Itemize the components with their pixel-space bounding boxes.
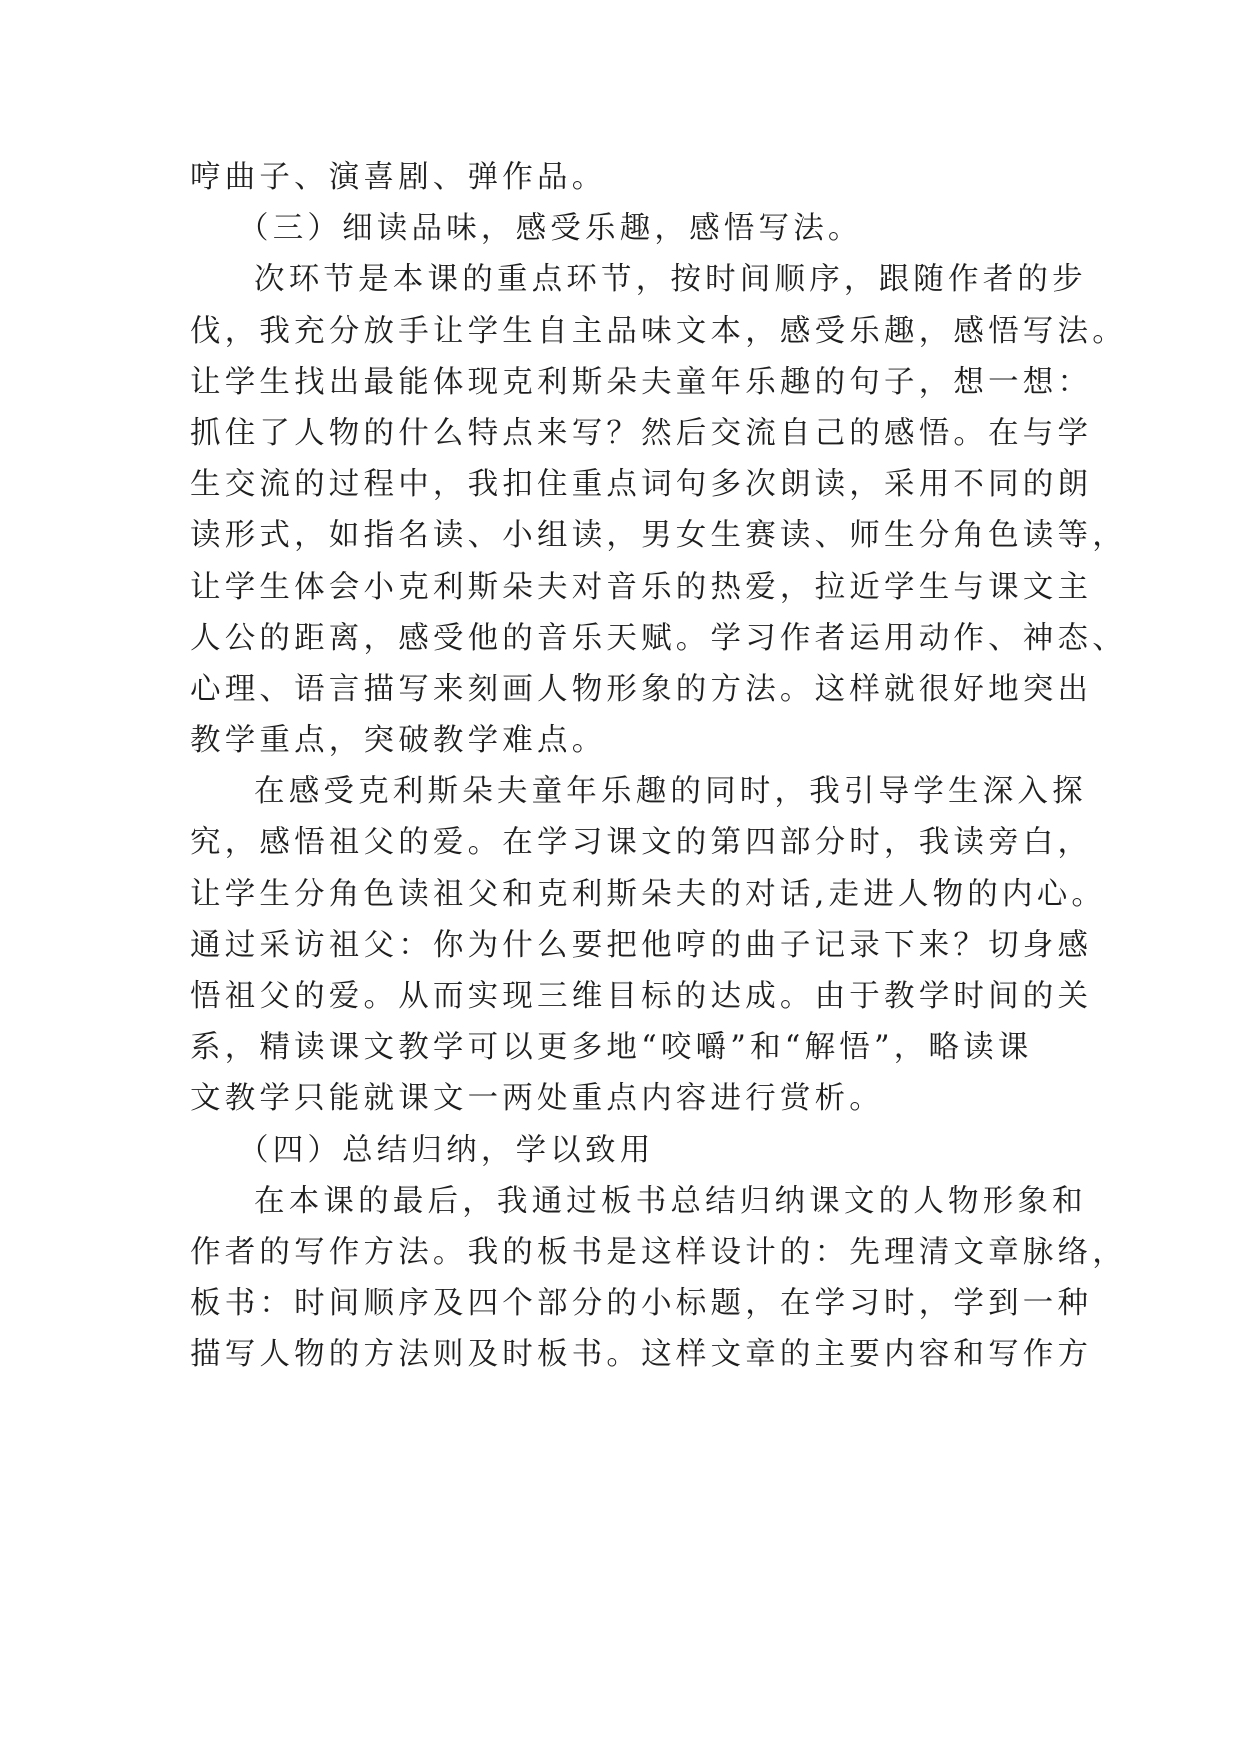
section-heading-3: （三）细读品味，感受乐趣，感悟写法。 bbox=[238, 211, 863, 247]
text-line: 让学生体会小克利斯朵夫对音乐的热爱，拉近学生与课文主 bbox=[190, 569, 1093, 605]
text-line: 在感受克利斯朵夫童年乐趣的同时，我引导学生深入探 bbox=[254, 774, 1087, 810]
text-line: 系，精读课文教学可以更多地“咬嚼”和“解悟”，略读课 bbox=[190, 1030, 1033, 1066]
text-line: 在本课的最后，我通过板书总结归纳课文的人物形象和 bbox=[254, 1183, 1087, 1219]
text-line: 读形式，如指名读、小组读，男女生赛读、师生分角色读等， bbox=[190, 518, 1127, 554]
text-line: 让学生分角色读祖父和克利斯朵夫的对话,走进人物的内心。 bbox=[190, 876, 1107, 912]
text-line: 生交流的过程中，我扣住重点词句多次朗读，采用不同的朗 bbox=[190, 467, 1093, 503]
text-line: 教学重点，突破教学难点。 bbox=[190, 723, 607, 759]
text-line: 作者的写作方法。我的板书是这样设计的：先理清文章脉络， bbox=[190, 1234, 1127, 1270]
text-line: 心理、语言描写来刻画人物形象的方法。这样就很好地突出 bbox=[190, 671, 1093, 707]
text-line: 究，感悟祖父的爱。在学习课文的第四部分时，我读旁白， bbox=[190, 825, 1093, 861]
text-line: 次环节是本课的重点环节，按时间顺序，跟随作者的步 bbox=[254, 262, 1087, 298]
text-line: 板书：时间顺序及四个部分的小标题，在学习时，学到一种 bbox=[190, 1286, 1093, 1322]
text-line: 描写人物的方法则及时板书。这样文章的主要内容和写作方 bbox=[190, 1337, 1093, 1373]
text-line: 人公的距离，感受他的音乐天赋。学习作者运用动作、神态、 bbox=[190, 620, 1127, 656]
text-line: 让学生找出最能体现克利斯朵夫童年乐趣的句子，想一想： bbox=[190, 364, 1093, 400]
text-line: 伐，我充分放手让学生自主品味文本，感受乐趣，感悟写法。 bbox=[190, 313, 1127, 349]
document-body bbox=[190, 152, 1127, 1381]
text-line: 悟祖父的爱。从而实现三维目标的达成。由于教学时间的关 bbox=[190, 979, 1093, 1014]
text-line: 哼曲子、演喜剧、弹作品。 bbox=[190, 160, 607, 195]
text-line: 通过采访祖父：你为什么要把他哼的曲子记录下来？切身感 bbox=[190, 927, 1093, 963]
section-heading-4: （四）总结归纳，学以致用 bbox=[238, 1132, 655, 1168]
text-line: 文教学只能就课文一两处重点内容进行赏析。 bbox=[190, 1081, 884, 1117]
text-line: 抓住了人物的什么特点来写？然后交流自己的感悟。在与学 bbox=[190, 415, 1093, 451]
